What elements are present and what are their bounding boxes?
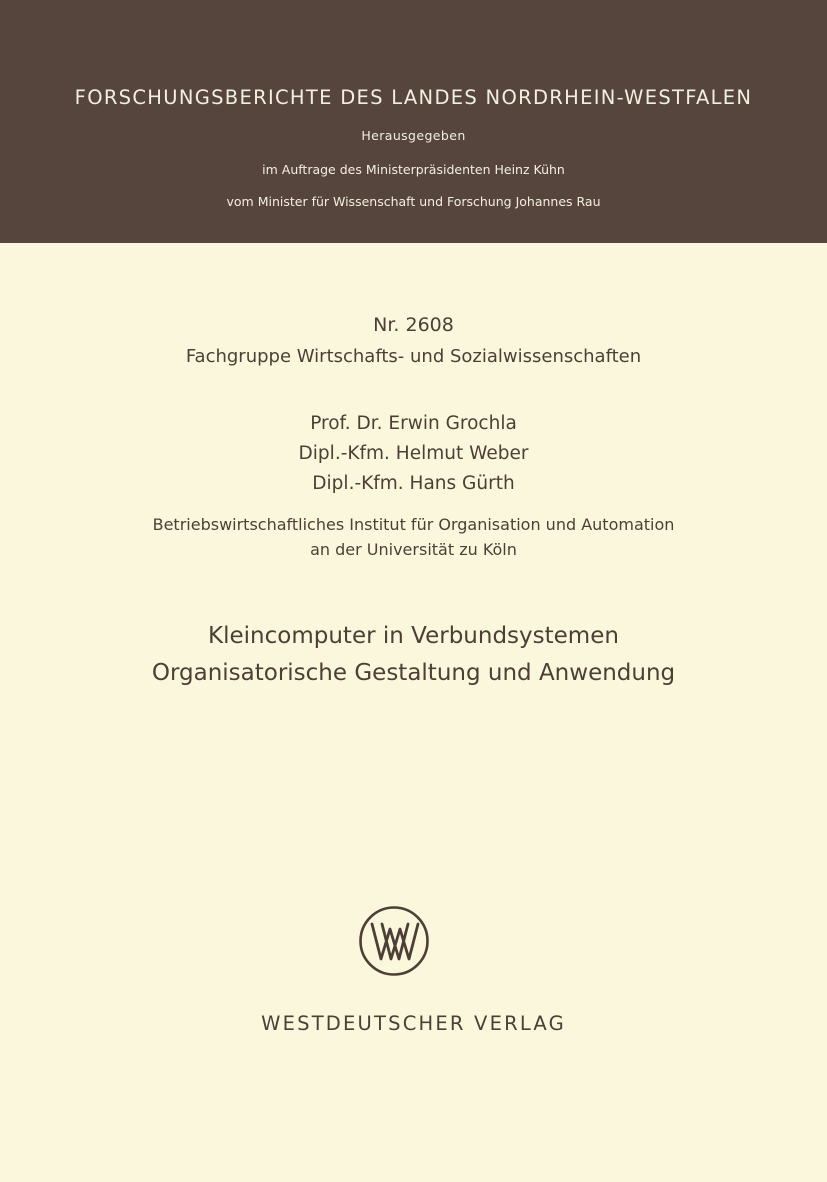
header-band bbox=[0, 0, 827, 243]
report-number: Nr. 2608 bbox=[373, 314, 454, 336]
westdeutscher-verlag-w-logo-icon bbox=[358, 905, 430, 977]
series-title: FORSCHUNGSBERICHTE DES LANDES NORDRHEIN-WESTFALEN bbox=[74, 86, 753, 109]
publisher-name: WESTDEUTSCHER VERLAG bbox=[261, 1012, 566, 1035]
editor-line-1: Herausgegeben bbox=[361, 128, 466, 143]
book-title: Kleincomputer in Verbundsystemen bbox=[208, 623, 619, 649]
author-1: Prof. Dr. Erwin Grochla bbox=[310, 413, 517, 434]
institute-line-2: an der Universität zu Köln bbox=[310, 540, 517, 559]
editor-line-3: vom Minister für Wissenschaft und Forschung Johannes Rau bbox=[226, 194, 601, 209]
institute-line-1: Betriebswirtschaftliches Institut für Organisation und Automation bbox=[152, 515, 675, 534]
author-3: Dipl.-Kfm. Hans Gürth bbox=[312, 473, 515, 494]
book-subtitle: Organisatorische Gestaltung und Anwendung bbox=[151, 660, 676, 686]
editor-line-2: im Auftrage des Ministerpräsidenten Heinz Kühn bbox=[262, 162, 565, 177]
author-2: Dipl.-Kfm. Helmut Weber bbox=[298, 443, 529, 464]
subject-group: Fachgruppe Wirtschafts- und Sozialwissenschaften bbox=[185, 346, 642, 367]
